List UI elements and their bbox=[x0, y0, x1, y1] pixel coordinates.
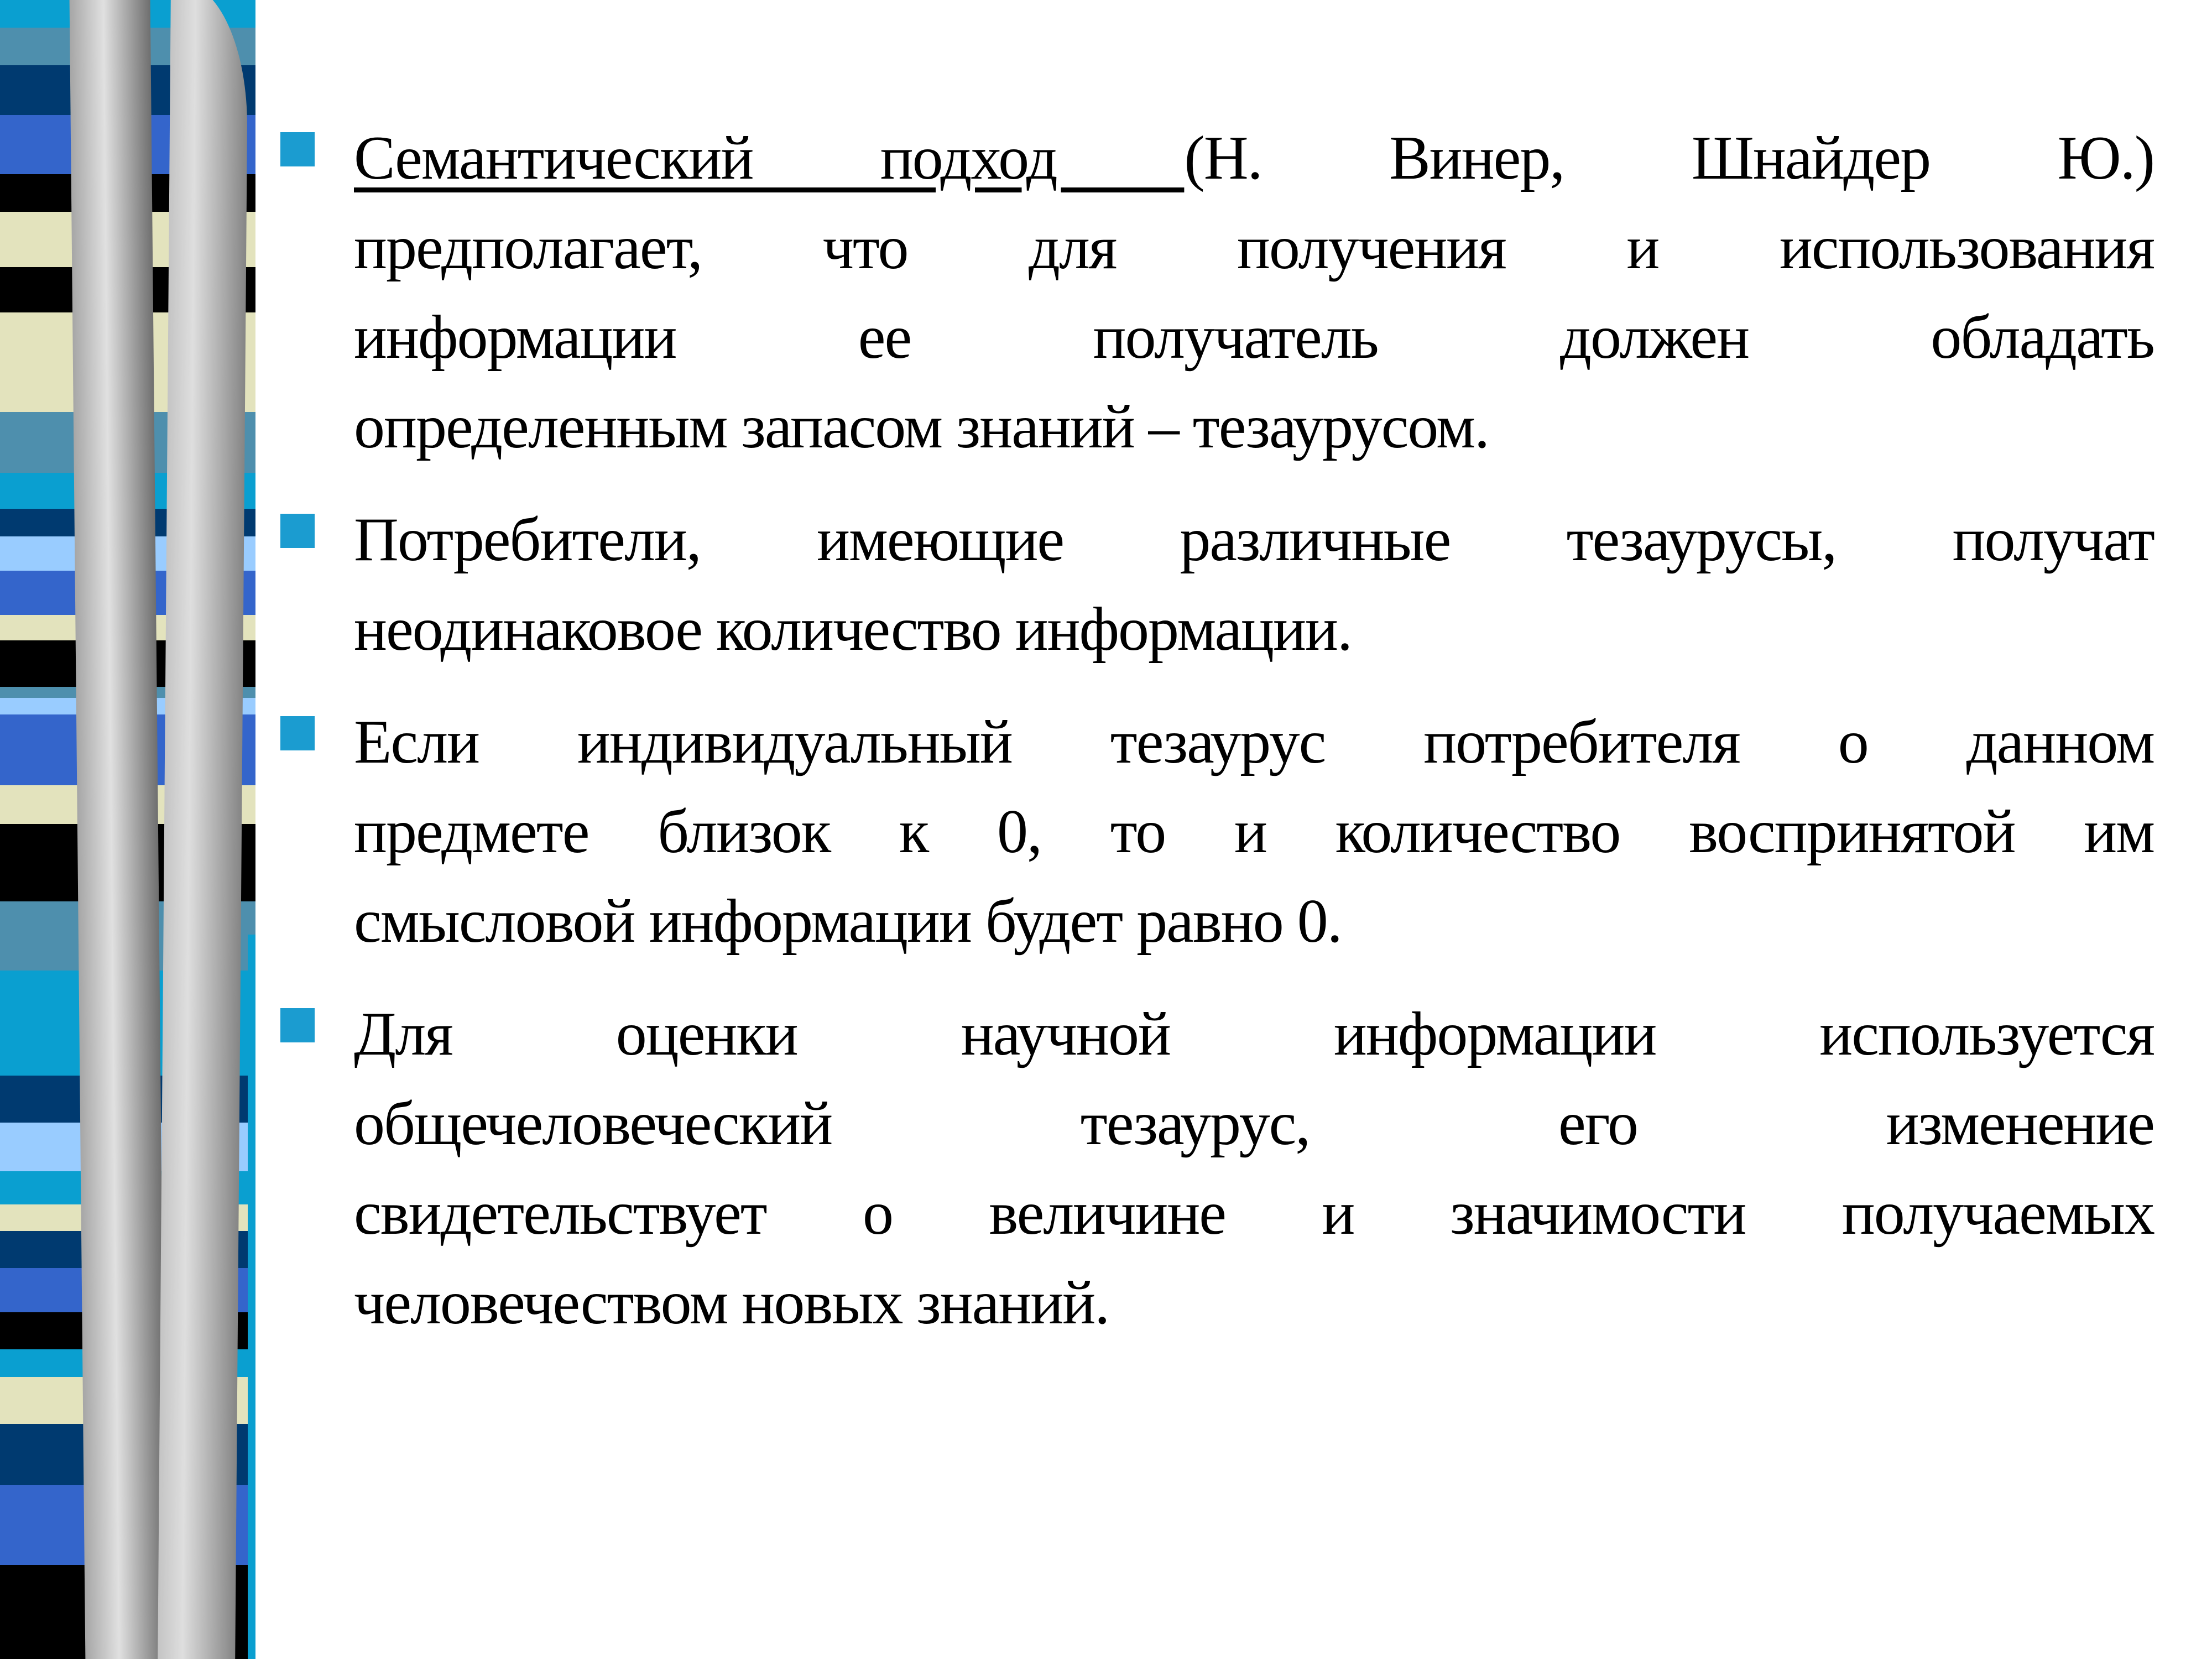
bullet-square-icon bbox=[280, 1008, 315, 1042]
text-line: Потребители, имеющие различные тезаурусы, получат bbox=[354, 505, 2154, 574]
gray-ribbon-left bbox=[69, 0, 166, 1659]
cyan-edge-strip bbox=[248, 935, 255, 1659]
text-line: человечеством новых знаний. bbox=[354, 1269, 1109, 1337]
text-line: предполагает, что для получения и использования bbox=[354, 213, 2154, 282]
text-line: определенным запасом знаний – тезаурусом. bbox=[354, 393, 1489, 461]
bullet-item bbox=[279, 989, 2154, 1348]
text-line: Если индивидуальный тезаурус потребителя о данном bbox=[354, 708, 2154, 776]
text-span: (Н. Винер, Шнайдер Ю.) bbox=[1184, 124, 2154, 192]
bullet-square-icon bbox=[280, 132, 315, 166]
bullet-square-icon bbox=[280, 514, 315, 548]
text-line: свидетельствует о величине и значимости получаемых bbox=[354, 1179, 2154, 1248]
text-line: смысловой информации будет равно 0. bbox=[354, 887, 1342, 956]
bullet-item bbox=[279, 697, 2154, 966]
bullet-list bbox=[279, 113, 2154, 1348]
bullet-item bbox=[279, 113, 2154, 472]
slide-body-text bbox=[279, 0, 2154, 1371]
left-decorative-band bbox=[0, 0, 255, 1659]
text-line: Для оценки научной информации используется bbox=[354, 1000, 2154, 1068]
text-line: общечеловеческий тезаурус, его изменение bbox=[354, 1089, 2154, 1158]
text-line: неодинаковое количество информации. bbox=[354, 595, 1352, 664]
bullet-square-icon bbox=[280, 716, 315, 750]
text-line bbox=[354, 113, 2154, 203]
text-line: предмете близок к 0, то и количество воспринятой им bbox=[354, 797, 2154, 866]
underlined-term: Семантический подход bbox=[354, 124, 1185, 192]
bullet-item bbox=[279, 495, 2154, 674]
text-line: информации ее получатель должен обладать bbox=[354, 303, 2154, 372]
gray-ribbon-right bbox=[158, 0, 248, 1659]
